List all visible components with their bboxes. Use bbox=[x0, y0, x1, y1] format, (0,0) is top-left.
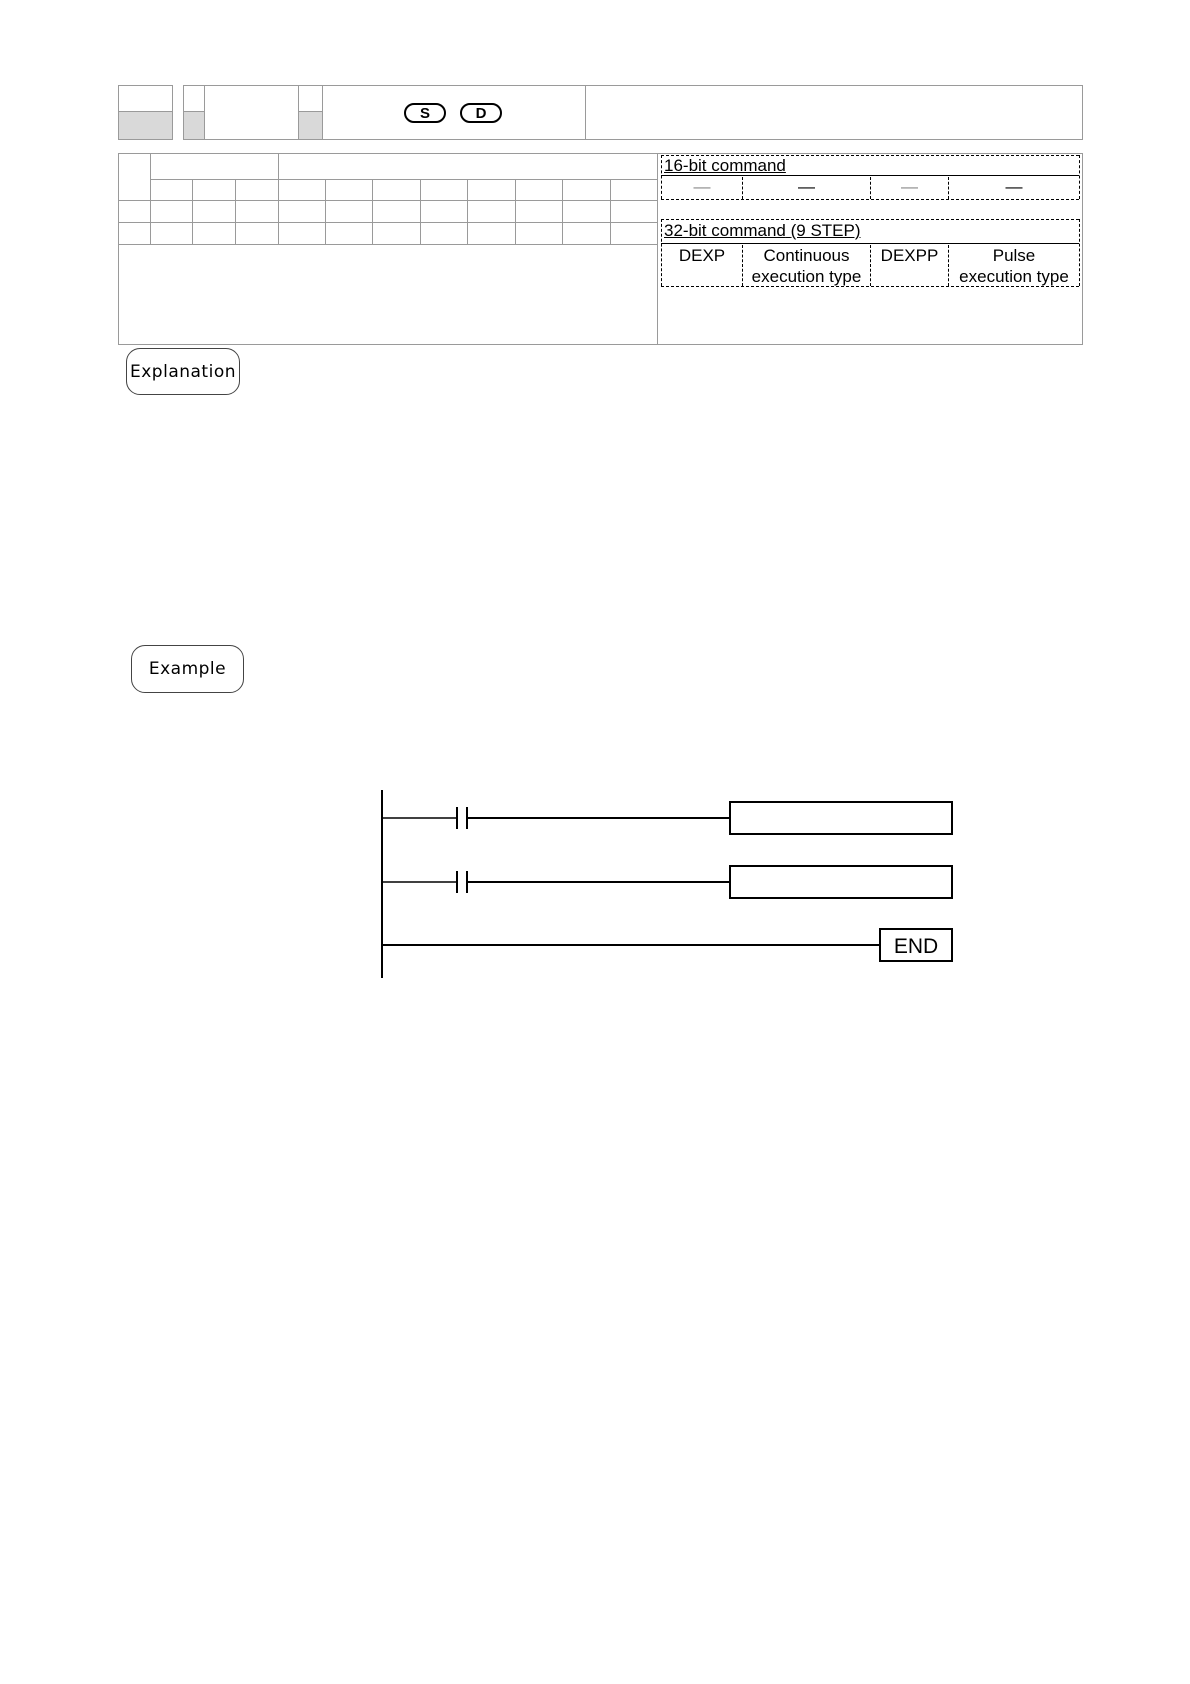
ladder-rung-1 bbox=[382, 802, 952, 834]
continuous-line-2: execution type bbox=[751, 267, 862, 286]
api-number-cell bbox=[118, 85, 173, 112]
instruction-box-1 bbox=[730, 802, 952, 834]
pulse-flag-cell-bottom bbox=[298, 111, 323, 140]
16bit-pulse-mnemonic: — bbox=[901, 177, 918, 196]
pulse-flag-cell-top bbox=[298, 85, 323, 112]
ladder-rung-2 bbox=[382, 866, 952, 898]
16bit-continuous-type: — bbox=[798, 177, 815, 196]
32bit-continuous-mnemonic: DEXP bbox=[678, 246, 726, 265]
flag-cell-top bbox=[183, 85, 205, 112]
32bit-pulse-mnemonic: DEXPP bbox=[880, 246, 939, 265]
ladder-end-rung bbox=[382, 929, 952, 961]
end-label: END bbox=[893, 935, 939, 958]
32bit-pulse-type bbox=[949, 245, 1079, 287]
pulse-line-2: execution type bbox=[959, 267, 1069, 286]
32bit-continuous-type bbox=[743, 245, 870, 287]
32-bit-step-count: (9 STEP) bbox=[790, 221, 861, 240]
example-section-label: Example bbox=[131, 645, 244, 693]
pulse-line-1: Pulse bbox=[992, 246, 1036, 265]
instruction-box-2 bbox=[730, 866, 952, 898]
api-number-shaded-cell bbox=[118, 111, 173, 140]
32-bit-command-label: 32-bit command bbox=[664, 221, 786, 240]
continuous-line-1: Continuous bbox=[763, 246, 850, 265]
operand-s-badge: S bbox=[404, 103, 446, 123]
operand-d-badge: D bbox=[460, 103, 502, 123]
flag-cell-bottom bbox=[183, 111, 205, 140]
function-description-cell bbox=[585, 85, 1083, 140]
operand-cell bbox=[322, 85, 586, 140]
ladder-diagram bbox=[370, 780, 970, 980]
mnemonic-cell bbox=[204, 85, 299, 140]
32-bit-command-title bbox=[664, 221, 861, 241]
16bit-pulse-type: — bbox=[1005, 177, 1023, 196]
16bit-continuous-mnemonic: — bbox=[693, 177, 711, 196]
explanation-section-label: Explanation bbox=[126, 348, 240, 395]
16-bit-command-title: 16-bit command bbox=[664, 156, 786, 175]
